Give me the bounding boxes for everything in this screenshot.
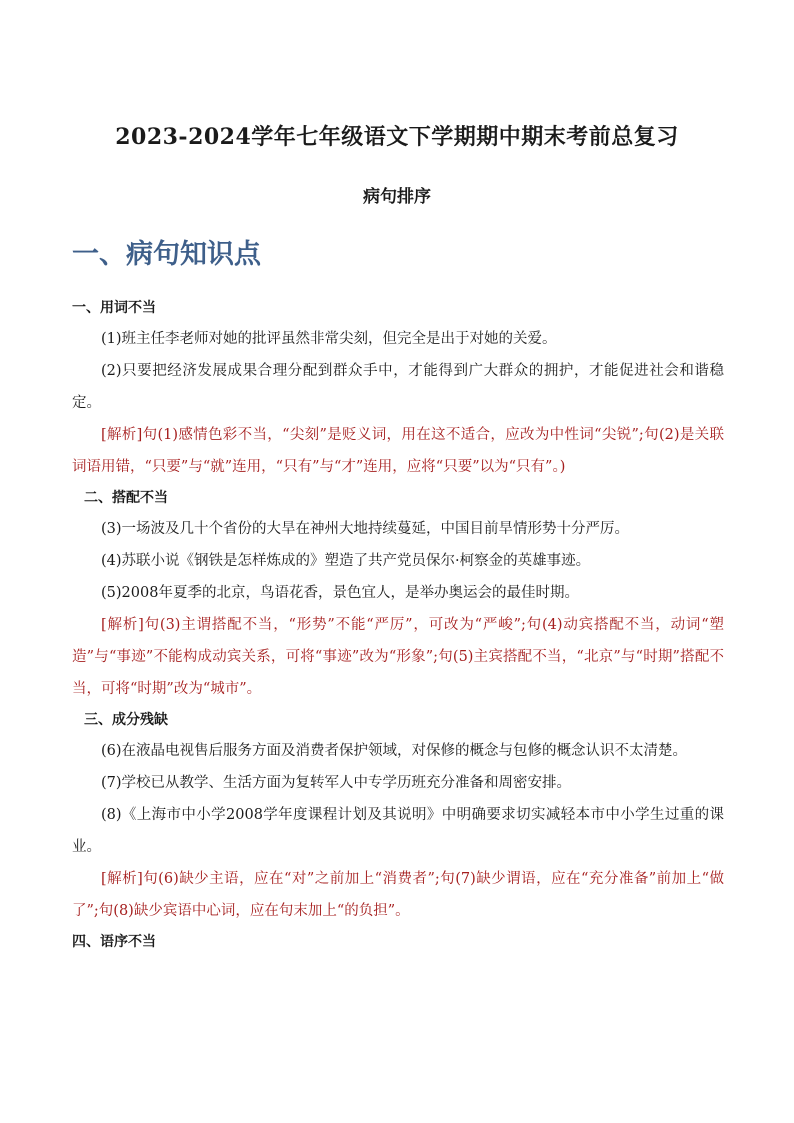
document-subtitle: 病句排序 <box>363 187 431 207</box>
subsection-heading-1: 一、用词不当 <box>72 300 156 316</box>
example-sentence-7: (7)学校已从教学、生活方面为复转军人中专学历班充分准备和周密安排。 <box>101 775 572 791</box>
example-sentence-6: (6)在液晶电视售后服务方面及消费者保护领域，对保修的概念与包修的概念认识不太清楚。 <box>101 743 688 759</box>
example-sentence-3: (3)一场波及几十个省份的大旱在神州大地持续蔓延，中国目前旱情形势十分严厉。 <box>101 521 630 537</box>
example-sentence-2: (2)只要把经济发展成果合理分配到群众手中，才能得到广大群众的拥护，才能促进社会和谐稳定。 <box>72 363 724 411</box>
example-sentence-1: (1)班主任李老师对她的批评虽然非常尖刻，但完全是出于对她的关爱。 <box>101 331 557 347</box>
analysis-paragraph-1: [解析]句(1)感情色彩不当，“尖刻”是贬义词，用在这不适合，应改为中性词“尖锐”;句(2)是关联词语用错，“只要”与“就”连用，“只有”与“才”连用，应将“只要”以为“只有”。) <box>72 427 724 475</box>
subsection-heading-3: 三、成分残缺 <box>84 712 168 728</box>
example-sentence-8: (8)《上海市中小学2008学年度课程计划及其说明》中明确要求切实减轻本市中小学生过重的课业。 <box>72 807 724 855</box>
section-heading: 一、病句知识点 <box>72 239 261 270</box>
analysis-paragraph-3: [解析]句(6)缺少主语，应在“对”之前加上“消费者”;句(7)缺少谓语，应在“充分准备”前加上“做了”;句(8)缺少宾语中心词，应在句末加上“的负担”。 <box>72 871 724 919</box>
analysis-paragraph-2: [解析]句(3)主谓搭配不当，“形势”不能“严厉”，可改为“严峻”;句(4)动宾搭配不当，动词“塑造”与“事迹”不能构成动宾关系，可将“事迹”改为“形象”;句(5)主宾搭配不当，“北京”与“时期”搭配不当，可将“时期”改为“城市”。 <box>72 617 724 697</box>
content-body <box>72 293 724 957</box>
example-sentence-5: (5)2008年夏季的北京，鸟语花香，景色宜人，是举办奥运会的最佳时期。 <box>101 585 579 601</box>
subsection-heading-4: 四、语序不当 <box>72 934 156 950</box>
example-sentence-4: (4)苏联小说《钢铁是怎样炼成的》塑造了共产党员保尔·柯察金的英雄事迹。 <box>101 553 591 569</box>
subsection-heading-2: 二、搭配不当 <box>84 490 168 506</box>
document-title: 2023-2024学年七年级语文下学期期中期末考前总复习 <box>115 124 679 150</box>
